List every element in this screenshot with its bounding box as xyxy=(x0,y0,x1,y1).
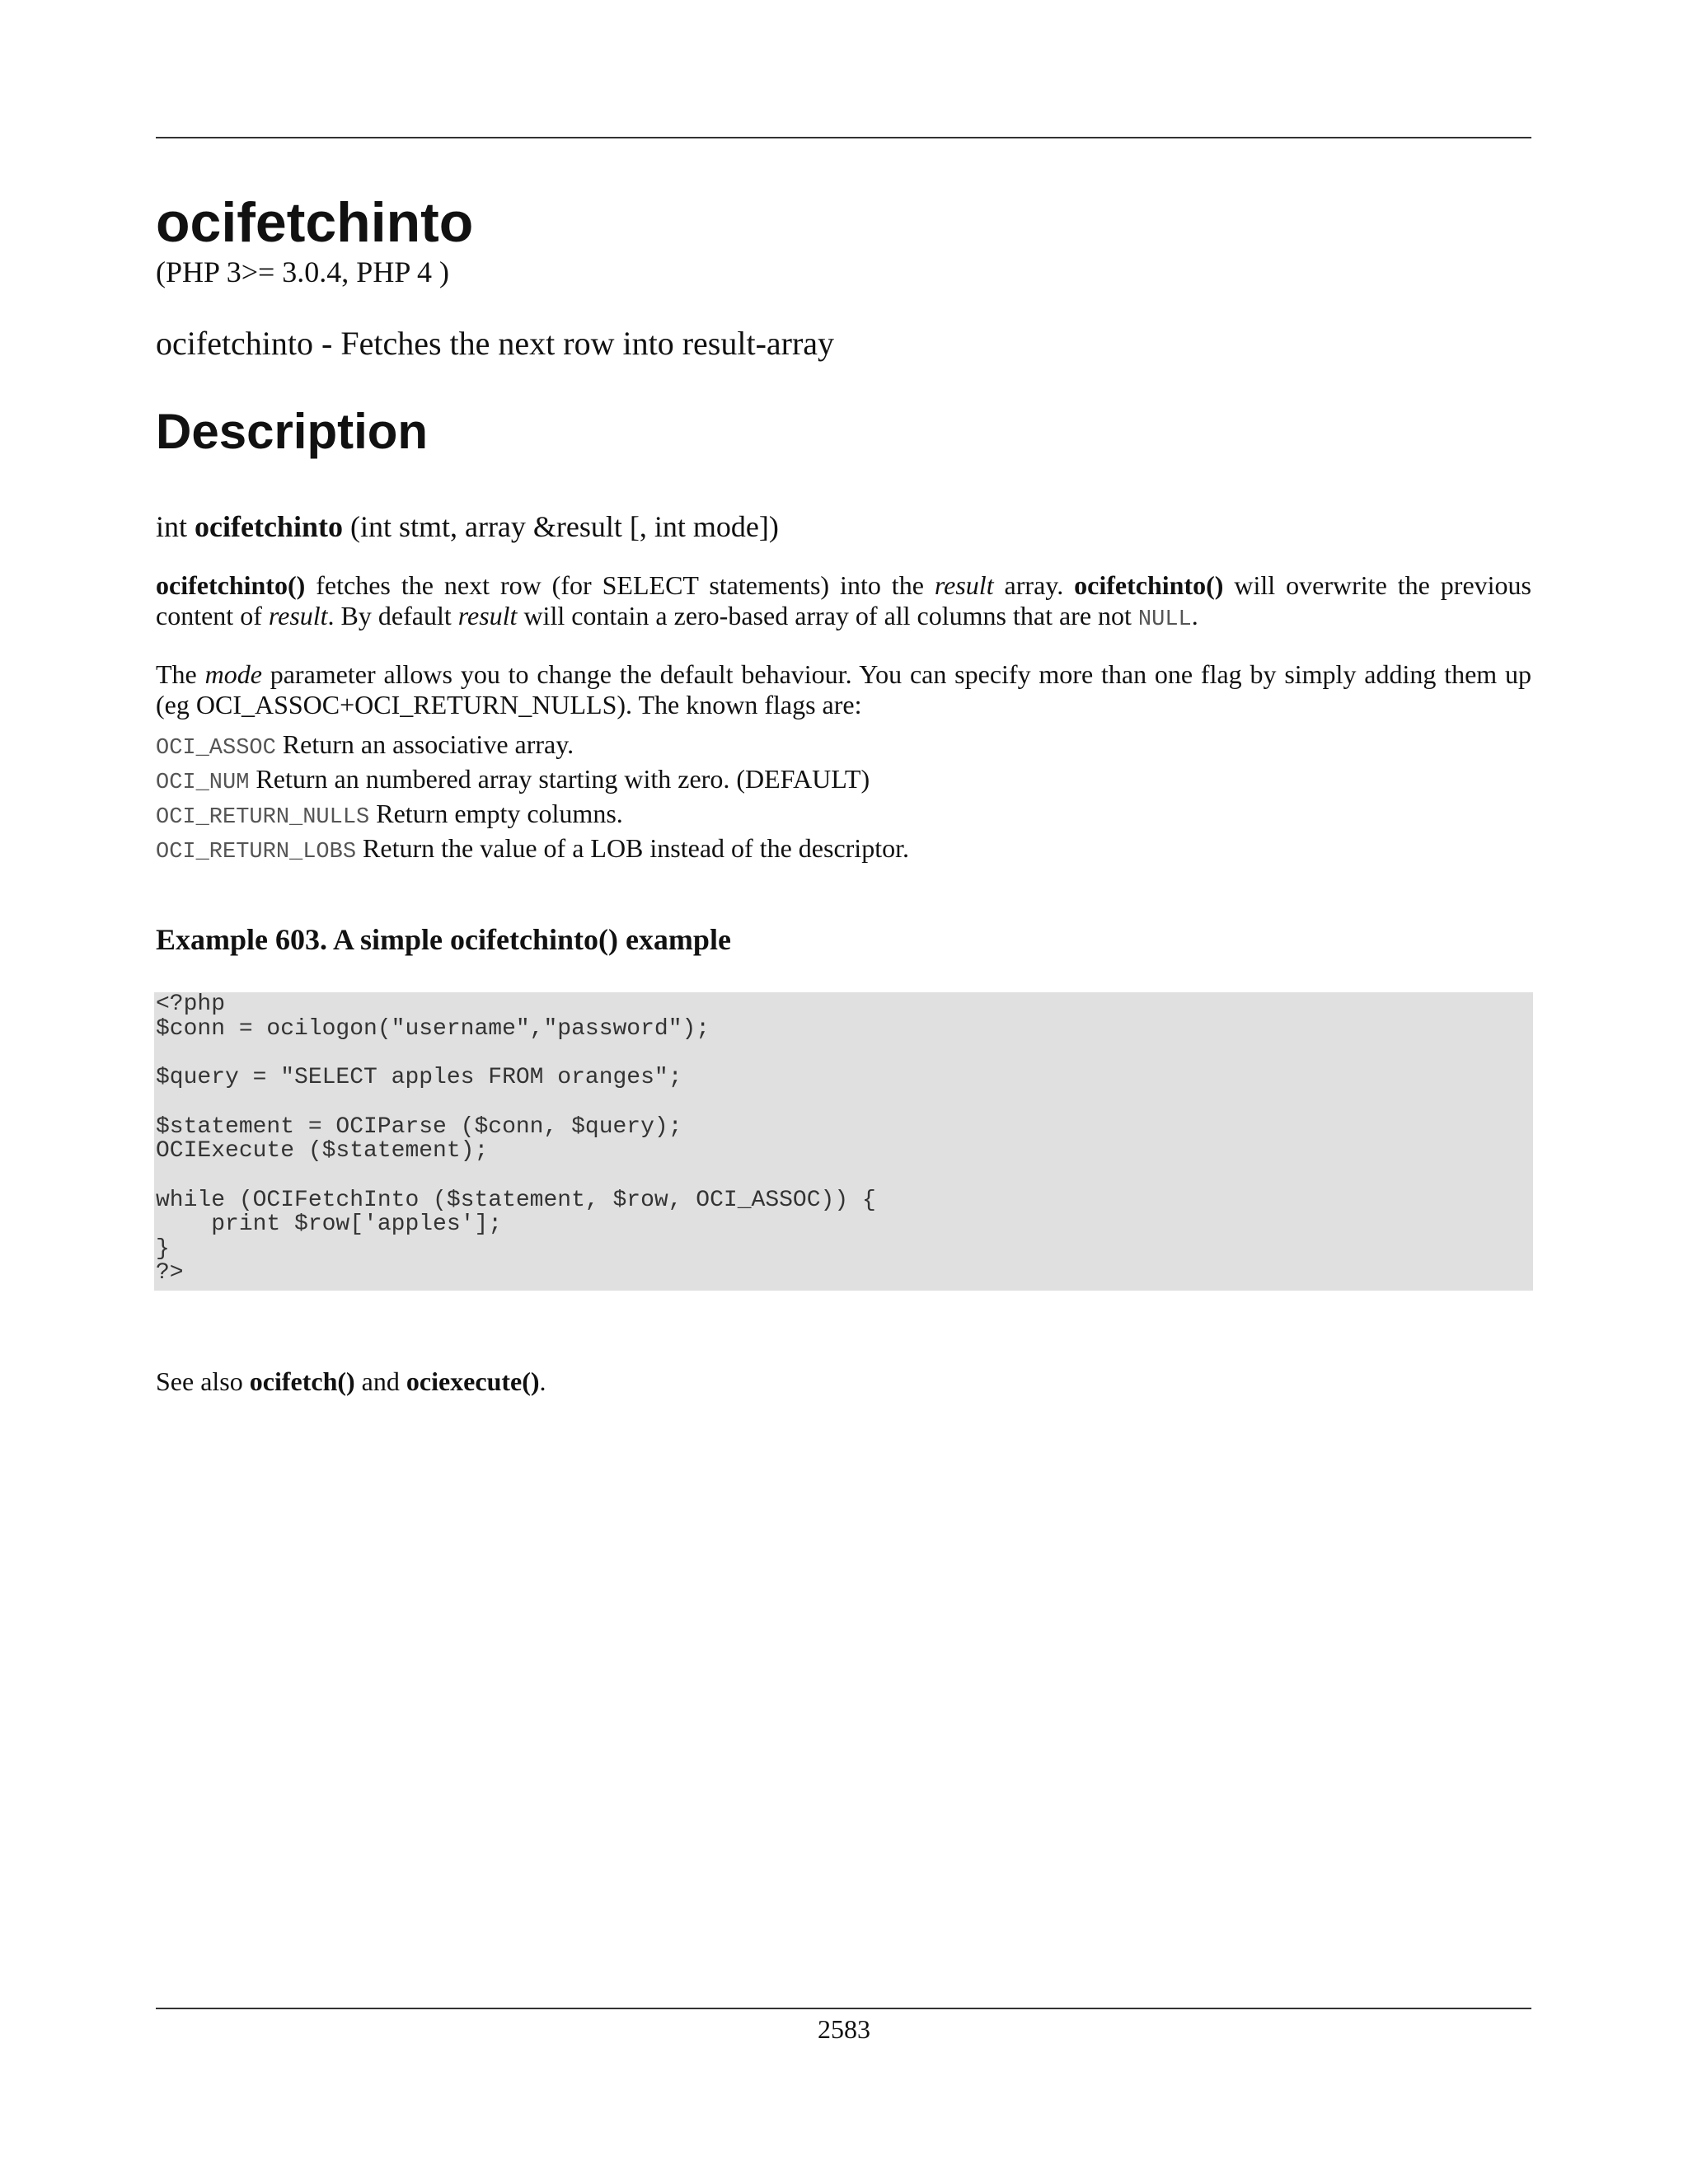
flag-item xyxy=(156,833,909,868)
function-params: (int stmt, array &result [, int mode]) xyxy=(342,510,779,543)
page-number: 2583 xyxy=(818,2014,870,2044)
flag-name: OCI_NUM xyxy=(156,771,250,795)
flag-desc: Return an numbered array starting with zero. (DEFAULT) xyxy=(249,764,870,794)
see-also: See also ocifetch() and ociexecute(). xyxy=(156,1366,546,1396)
return-type: int xyxy=(156,510,195,543)
see-also-link-ociexecute[interactable]: ociexecute() xyxy=(406,1366,540,1396)
flag-item xyxy=(156,799,909,833)
function-synopsis xyxy=(156,508,779,546)
function-ref: ocifetchinto() xyxy=(1074,570,1224,600)
param-ref: result xyxy=(457,601,518,630)
param-ref: result xyxy=(268,601,328,630)
param-ref: mode xyxy=(204,659,262,689)
flag-list xyxy=(156,729,909,868)
footer-rule xyxy=(156,2008,1531,2009)
function-name: ocifetchinto xyxy=(195,510,343,543)
description-paragraph-1: ocifetchinto() fetches the next row (for SELECT statements) into the result array. ocifetchinto() will overwrite the previous content of result. By default result will contain a zero-based array of all columns that are not NULL. xyxy=(156,570,1532,632)
header-rule xyxy=(156,137,1531,138)
param-ref: result xyxy=(934,570,994,600)
flag-name: OCI_ASSOC xyxy=(156,736,276,761)
description-paragraph-2: The mode parameter allows you to change the default behaviour. You can specify more than one flag by simply adding them up (eg OCI_ASSOC+OCI_RETURN_NULLS). The known flags are: xyxy=(156,659,1532,719)
flag-name: OCI_RETURN_LOBS xyxy=(156,840,357,865)
function-ref: ocifetchinto() xyxy=(156,570,306,600)
example-title: Example 603. A simple ocifetchinto() example xyxy=(156,923,731,956)
flag-item xyxy=(156,764,909,799)
description-heading: Description xyxy=(156,404,429,459)
null-literal: NULL xyxy=(1137,607,1192,632)
flag-desc: Return empty columns. xyxy=(369,799,623,828)
code-example xyxy=(154,992,1533,1291)
code-block: $query = "SELECT apples FROM oranges"; xyxy=(156,1065,682,1090)
page-title: ocifetchinto xyxy=(156,191,474,254)
flag-name: OCI_RETURN_NULLS xyxy=(156,805,370,830)
see-also-link-ocifetch[interactable]: ocifetch() xyxy=(249,1366,355,1396)
version-info: (PHP 3>= 3.0.4, PHP 4 ) xyxy=(156,255,449,288)
code-block: while (OCIFetchInto ($statement, $row, OCI_ASSOC)) { print $row['apples']; } ?> xyxy=(156,1187,876,1286)
refname-line: ocifetchinto - Fetches the next row into result-array xyxy=(156,325,835,362)
flag-desc: Return the value of a LOB instead of the descriptor. xyxy=(356,833,909,863)
code-block: $statement = OCIParse ($conn, $query); OCIExecute ($statement); xyxy=(156,1113,682,1164)
flag-desc: Return an associative array. xyxy=(275,729,574,759)
code-block: <?php $conn = ocilogon("username","password"); xyxy=(156,991,710,1042)
flag-item xyxy=(156,729,909,764)
